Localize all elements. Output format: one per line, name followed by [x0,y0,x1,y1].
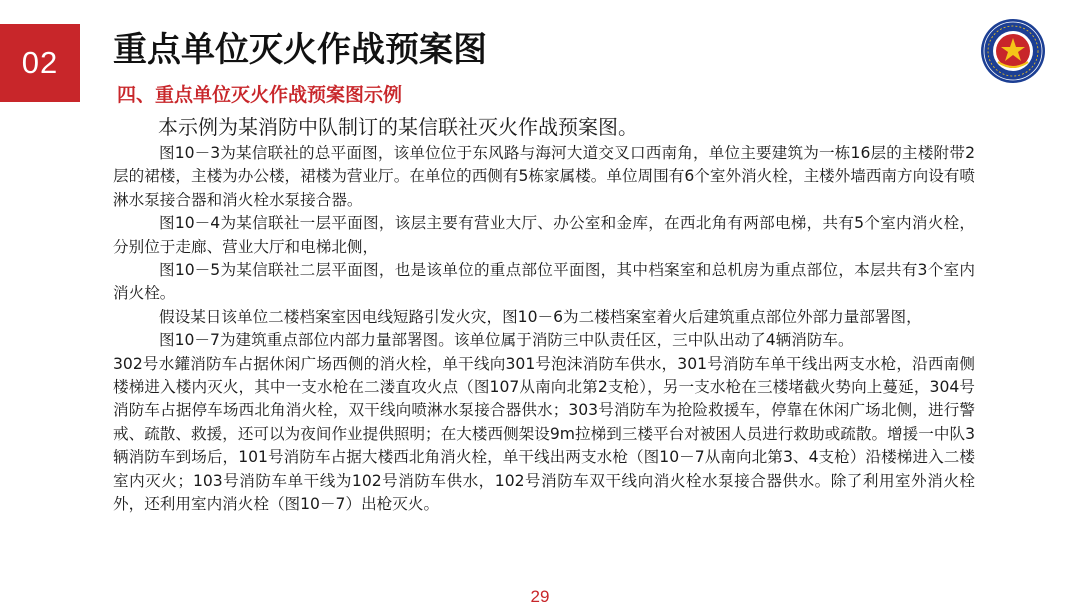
paragraph-fire-scenario: 假设某日该单位二楼档案室因电线短路引发火灾，图10－6为二楼档案室着火后建筑重点部位外部力量部署图， [159,307,922,326]
section-subtitle: 四、重点单位灭火作战预案图示例 [117,84,403,106]
body-text [113,112,975,517]
paragraph-first-floor: 图10－4为某信联社一层平面图，该层主要有营业大厅、办公室和金库，在西北角有两部电梯，共有5个室内消火栓，分别位于走廊、营业大厅和电梯北侧， [113,214,975,256]
section-number-tab: 02 [0,24,80,102]
fire-rescue-emblem-icon [980,18,1046,84]
paragraph-site-plan: 图10－3为某信联社的总平面图，该单位位于东风路与海河大道交叉口西南角，单位主要建筑为一栋16层的主楼附带2层的裙楼，主楼为办公楼，裙楼为营业厅。在单位的西侧有5栋家属楼。单位周围有6个室外消火栓，主楼外墙西南方向设有喷淋水泵接合器和消火栓水泵接合器。 [113,144,975,209]
paragraph-vehicle-deployment: 302号水鑵消防车占据休闲广场西侧的消火栓，单干线向301号泡沫消防车供水，301号消防车单干线出两支水枪，沿西南侧楼梯进入楼内灭火，其中一支水枪在二溇直攻火点（图107从南向北第2支枪），另一支水枪在三楼堵截火势向上蔓延，304号消防车占据停车场西北角消火栓，双干线向喷淋水泵接合器供水；303号消防车为抢险救援车，停靠在休闲广场北侧，进行警戒、疏散、救援，还可以为夜间作业提供照明；在大楼西侧架设9m拉梯到三楼平台对被困人员进行救助或疏散。增援一中队3辆消防车到场后，101号消防车占据大楼西北角消火栓，单干线出两支水枪（图10－7从南向北第3、4支枪）沿楼梯进入二楼室内灭火；103号消防车单干线为102号消防车供水，102号消防车双干线向消火栓水泵接合器供水。除了利用室外消火栓外，还利用室内消火栓（图10－7）出枪灭火。 [113,354,975,514]
page-title: 重点单位灭火作战预案图 [113,30,487,70]
intro-text: 本示例为某消防中队制订的某信联社灭火作战预案图。 [158,115,638,139]
paragraph-internal-deployment: 图10－7为建筑重点部位内部力量部署图。该单位属于消防三中队责任区，三中队出动了4辆消防车。 [159,331,854,350]
page-number: 29 [530,587,550,606]
paragraph-second-floor: 图10－5为某信联社二层平面图，也是该单位的重点部位平面图，其中档案室和总机房为重点部位，本层共有3个室内消火栓。 [113,261,975,303]
